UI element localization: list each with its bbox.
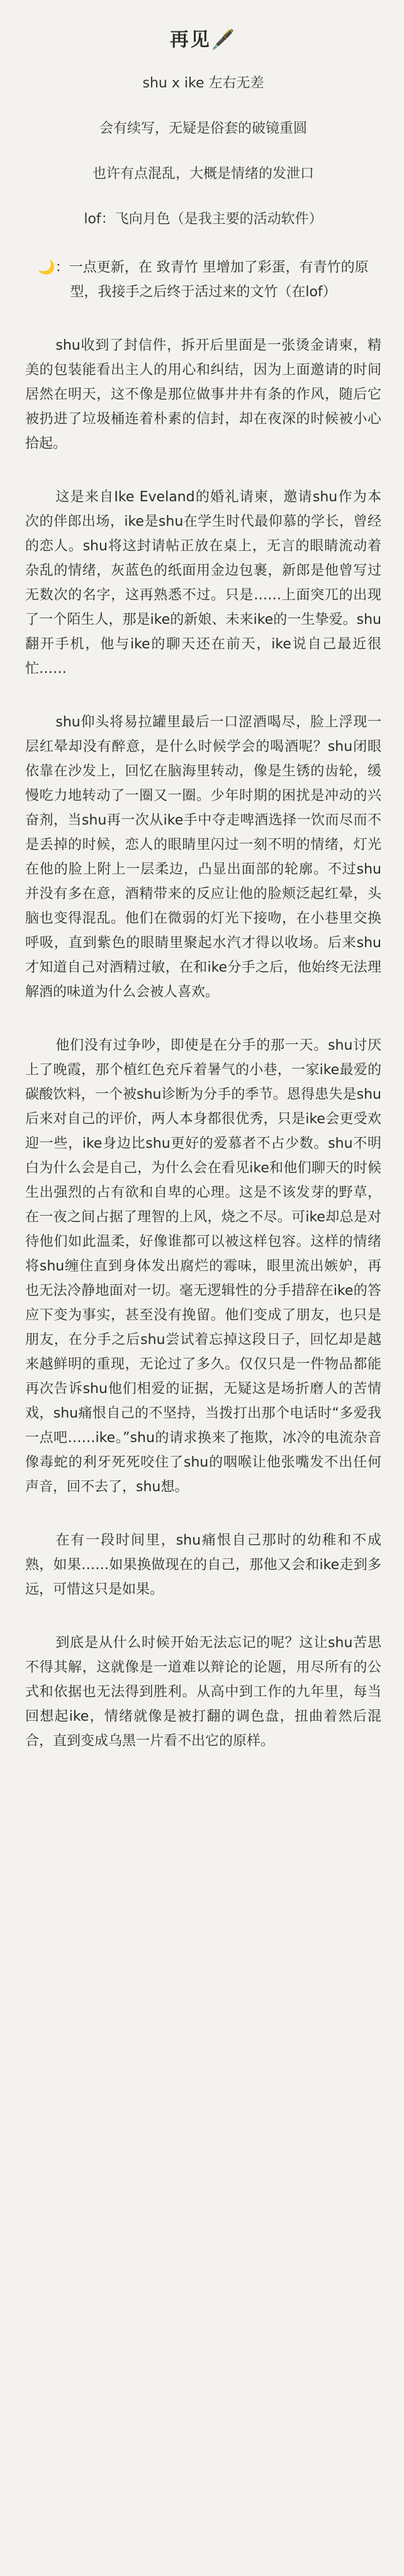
story-paragraph: shu仰头将易拉罐里最后一口涩酒喝尽，脸上浮现一层红晕却没有醉意，是什么时候学会的喝酒呢？shu闭眼依靠在沙发上，回忆在脑海里转动，像是生锈的齿轮，缓慢吃力地转动了一圈又一圈。少年时期的困扰是冲动的兴奋剂，当shu再一次从ike手中夺走啤酒选择一饮而尽而不是丢掉的时候，恋人的眼睛里闪过一刻不明的情绪，灯光在他的脸上附上一层柔边，凸显出面部的轮廓。不过shu并没有多在意，酒精带来的反应让他的脸颊泛起红晕，头脑也变得混乱。他们在微弱的灯光下接吻，在小巷里交换呼吸，直到紫色的眼睛里聚起水汽才得以收场。后来shu才知道自己对酒精过敏，在和ike分手之后，他始终无法理解酒的味道为什么会被人喜欢。	[25, 714, 381, 1000]
article-title	[25, 24, 381, 52]
story-paragraph: 这是来自Ike Eveland的婚礼请柬，邀请shu作为本次的伴郎出场，ike是shu在学生时代最仰慕的学长，曾经的恋人。shu将这封请帖正放在桌上，无言的眼睛流动着杂乱的情绪，灰蓝色的纸面用金边包裹，新郎是他曾写过无数次的名字，这再熟悉不过。只是……上面突兀的出现了一个陌生人，那是ike的新娘、未来ike的一生挚爱。shu翻开手机，他与ike的聊天还在前天，ike说自己最近很忙……	[25, 489, 381, 677]
story-paragraph: 他们没有过争吵，即使是在分手的那一天。shu讨厌上了晚霞，那个植红色充斥着暑气的小巷，一家ike最爱的碳酸饮料，一个被shu诊断为分手的季节。恩得患失是shu后来对自己的评价，两人本身都很优秀，只是ike会更受欢迎一些，ike身边比shu更好的爱慕者不占少数。shu不明白为什么会是自己，为什么会在看见ike和他们聊天的时候生出强烈的占有欲和自卑的心理。这是不该发芽的野草，在一夜之间占据了理智的上风，烧之不尽。可ike却总是对待他们如此温柔，好像谁都可以被这样包容。这样的情绪将shu缠住直到身体发出腐烂的霉味，眼里流出嫉妒，再也无法冷静地面对一切。毫无逻辑性的分手措辞在ike的答应下变为事实，甚至没有挽留。他们变成了朋友，也只是朋友，在分手之后shu尝试着忘掉这段日子，回忆却是越来越鲜明的重现，无论过了多久。仅仅只是一件物品都能再次告诉shu他们相爱的证据，无疑这是场折磨人的苦情戏，shu痛恨自己的不坚持，当拨打出那个电话时“多爱我一点吧……ike。”shu的请求换来了拖欺，冰冷的电流杂音像毒蛇的利牙死死咬住了shu的咽喉让他张嘴发不出任何声音，回不去了，shu想。	[25, 1038, 381, 1495]
lofter-line: lof：飞向月色（是我主要的活动软件）	[84, 211, 323, 227]
title-text: 再见	[169, 29, 211, 51]
update-note: 🌙：一点更新，在 致青竹 里增加了彩蛋，有青竹的原型，我接手之后终于活过来的文竹（在lof）	[38, 260, 369, 300]
note-line: 也许有点混乱，大概是情绪的发泄口	[92, 166, 314, 182]
story-paragraph: shu收到了封信件，拆开后里面是一张烫金请柬，精美的包装能看出主人的用心和纠结，因为上面邀请的时间居然在明天，这不像是那位做事井井有条的作风，随后它被扔进了垃圾桶连着朴素的信封，却在夜深的时候被小心拾起。	[25, 338, 381, 452]
summary-line: 会有续写，无疑是俗套的破镜重圆	[99, 121, 307, 136]
pairing-line: shu x ike 左右无差	[142, 75, 264, 91]
pen-icon: 🖋️	[211, 29, 237, 51]
story-paragraph: 在有一段时间里，shu痛恨自己那时的幼稚和不成熟，如果……如果换做现在的自己，那他又会和ike走到多远，可惜这只是如果。	[25, 1533, 381, 1597]
story-paragraph: 到底是从什么时候开始无法忘记的呢？这让shu苦思不得其解，这就像是一道难以辩论的论题，用尽所有的公式和依据也无法得到胜利。从高中到工作的九年里，每当回想起ike，情绪就像是被打翻的调色盘，扭曲着然后混合，直到变成乌黑一片看不出它的原样。	[25, 1635, 381, 1749]
